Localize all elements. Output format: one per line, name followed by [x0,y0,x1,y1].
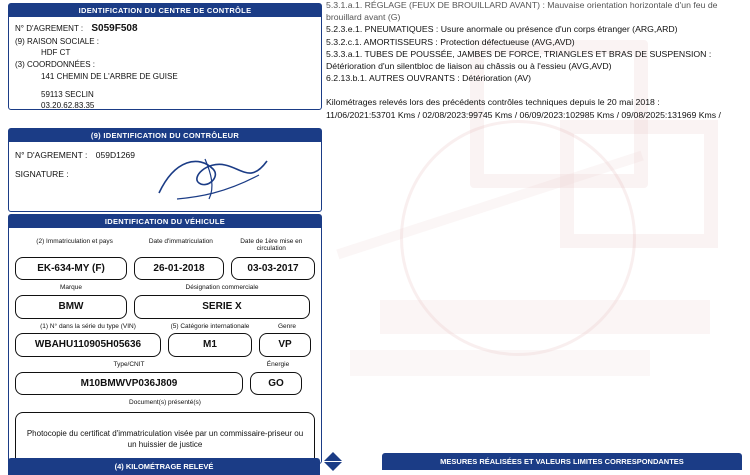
coordonnees-line2: 59113 SECLIN [41,89,94,99]
energie-label: Énergie [266,360,290,368]
controleur-agrement-label: N° D'AGREMENT : [15,150,88,160]
vehicule-row-2 [15,295,315,319]
coordonnees-line3: 03.20.62.83.35 [41,101,95,111]
defects-column [326,0,744,122]
defect-item: 5.2.3.e.1. PNEUMATIQUES : Usure anormale ou présence d'un corps étranger (ARG,ARD) [326,24,678,35]
coordonnees-label-row: (3) COORDONNÉES : [15,60,96,70]
date-mec-value: 03-03-2017 [231,257,315,281]
designation-value: SERIE X [134,295,310,319]
documents-value: Photocopie du certificat d'immatriculation visée par un commissaire-priseur ou un huissier de justice [15,412,315,466]
defect-item: 5.3.2.c.1. AMORTISSEURS : Protection défectueuse (AVG,AVD) [326,36,575,47]
vehicule-row-3 [15,333,315,357]
section-controleur-body [9,142,321,215]
raison-sociale-label-row: (9) RAISON SOCIALE : [15,36,100,46]
defect-item: 5.3.1.a.1. RÉGLAGE (FEUX DE BROUILLARD AVANT) : Mauvaise orientation horizontale d'un feu de brouillard avant (G) [326,0,718,22]
km-history-intro: Kilométrages relevés lors des précédents contrôles techniques depuis le 20 mai 2018 : [326,96,660,107]
section-centre-controle [8,3,322,110]
section-vehicule [8,214,322,464]
vin-value: WBAHU110905H05636 [15,333,161,357]
designation-label: Désignation commerciale [185,284,259,292]
section-vehicule-header: IDENTIFICATION DU VÉHICULE [9,215,321,228]
signature-label: SIGNATURE : [15,169,69,180]
documents-label: Document(s) présenté(s) [129,399,201,407]
km-section-header: (4) KILOMÉTRAGE RELEVÉ [8,458,320,475]
vehicule-col-headers [15,236,315,255]
controleur-agrement-value: 059D1269 [95,150,136,160]
cnit-value: M10BMWVP036J809 [15,372,243,396]
vehicule-row-4-labels [15,361,315,370]
agrement-row [15,22,315,36]
section-centre-header: IDENTIFICATION DU CENTRE DE CONTRÔLE [9,4,321,17]
corner-mark-up [324,452,342,461]
cnit-label: Type/CNIT [113,360,145,368]
section-centre-body [9,17,321,117]
watermark-shape [560,120,718,248]
section-vehicule-body [9,228,321,470]
energie-value: GO [250,372,302,396]
categorie-value: M1 [168,333,252,357]
genre-value: VP [259,333,311,357]
agrement-label: N° D'AGREMENT : [15,24,84,33]
km-history-block [326,97,744,121]
date-mec-label: Date de 1ère mise en circulation [240,238,303,253]
defect-item: 5.3.3.a.1. TUBES DE POUSSÉE, JAMBES DE FORCE, TRIANGLES ET BRAS DE SUSPENSION : Détérioration d'un silentbloc de liaison au châssis ou à l'essieu (AVG,AVD) [326,49,712,71]
defect-item: 6.2.13.b.1. AUTRES OUVRANTS : Détérioration (AV) [326,73,532,84]
watermark-circle [400,120,636,356]
vehicule-row-1 [15,257,315,281]
immat-label: (2) Immatriculation et pays [36,238,113,245]
vehicule-row-4 [15,372,315,396]
date-immat-label: Date d'immatriculation [148,238,213,245]
km-section-bar [8,458,320,475]
watermark-bar [350,350,650,376]
vehicule-row-2-labels [15,284,315,293]
section-controleur-header: (9) IDENTIFICATION DU CONTRÔLEUR [9,129,321,142]
categorie-label: (5) Catégorie internationale [170,322,250,330]
date-immat-value: 26-01-2018 [134,257,224,281]
marque-value: BMW [15,295,127,319]
km-history-entries: 11/06/2021:53701 Kms / 02/08/2023:99745 Kms / 06/09/2023:102985 Kms / 09/08/2025:131969 Kms / [326,109,721,120]
signature-mark [155,153,275,207]
mesures-section-header: MESURES RÉALISÉES ET VALEURS LIMITES CORRESPONDANTES [382,453,742,470]
watermark-diagonal [336,151,643,259]
signature-area [15,169,315,211]
raison-sociale-value: HDF CT [41,48,71,58]
marque-label: Marque [59,284,83,292]
watermark-bar [380,300,710,334]
agrement-value: S059F508 [91,23,138,34]
immat-value: EK-634-MY (F) [15,257,127,281]
vehicule-row-3-labels [15,323,315,332]
genre-label: Genre [277,322,297,330]
vin-label: (1) N° dans la série du type (VIN) [40,322,136,330]
coordonnees-line1: 141 CHEMIN DE L'ARBRE DE GUISE [41,71,178,81]
section-controleur [8,128,322,212]
mesures-section-bar [382,453,742,470]
